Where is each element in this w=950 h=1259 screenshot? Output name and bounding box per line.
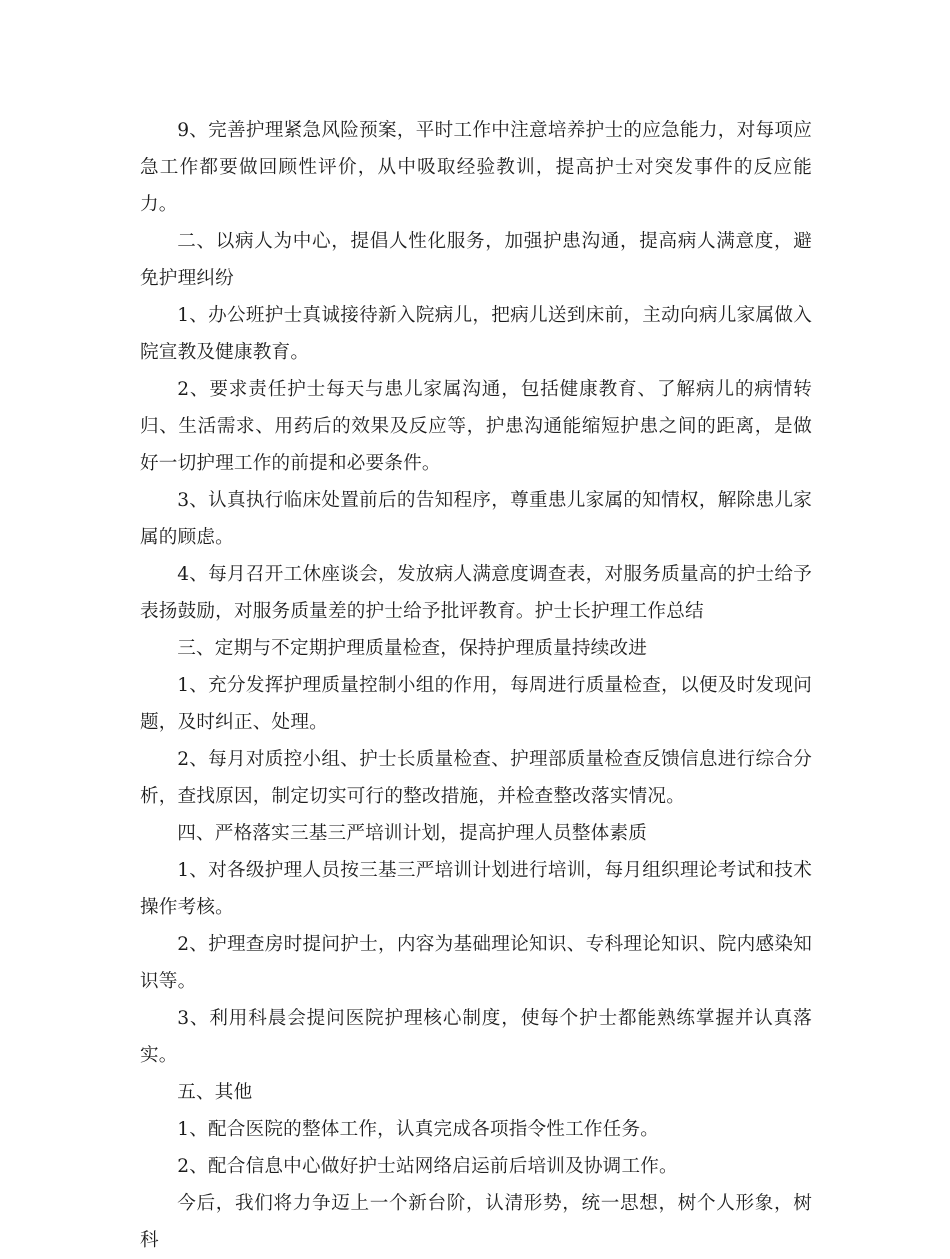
- paragraph: 2、护理查房时提问护士，内容为基础理论知识、专科理论知识、院内感染知识等。: [140, 934, 812, 992]
- paragraph: 3、利用科晨会提问医院护理核心制度，使每个护士都能熟练掌握并认真落实。: [140, 1008, 812, 1066]
- paragraph: 9、完善护理紧急风险预案，平时工作中注意培养护士的应急能力，对每项应急工作都要做回顾性评价，从中吸取经验教训，提高护士对突发事件的反应能力。: [140, 120, 812, 215]
- paragraph: 2、配合信息中心做好护士站网络启运前后培训及协调工作。: [177, 1156, 678, 1177]
- paragraph: 1、办公班护士真诚接待新入院病儿，把病儿送到床前，主动向病儿家属做入院宣教及健康教育。: [140, 305, 812, 363]
- paragraph: 1、对各级护理人员按三基三严培训计划进行培训，每月组织理论考试和技术操作考核。: [140, 860, 812, 918]
- paragraph: 2、要求责任护士每天与患儿家属沟通，包括健康教育、了解病儿的病情转归、生活需求、用药后的效果及反应等，护患沟通能缩短护患之间的距离，是做好一切护理工作的前提和必要条件。: [140, 379, 812, 474]
- section-heading: 四、严格落实三基三严培训计划，提高护理人员整体素质: [177, 823, 648, 844]
- section-heading: 五、其他: [177, 1082, 253, 1103]
- paragraph: 今后，我们将力争迈上一个新台阶，认清形势，统一思想，树个人形象，树科: [140, 1193, 812, 1251]
- paragraph: 1、配合医院的整体工作，认真完成各项指令性工作任务。: [177, 1119, 660, 1140]
- paragraph: 2、每月对质控小组、护士长质量检查、护理部质量检查反馈信息进行综合分析，查找原因，制定切实可行的整改措施，并检查整改落实情况。: [140, 749, 812, 807]
- section-heading: 三、定期与不定期护理质量检查，保持护理质量持续改进: [177, 638, 648, 659]
- paragraph: 3、认真执行临床处置前后的告知程序，尊重患儿家属的知情权，解除患儿家属的顾虑。: [140, 490, 812, 548]
- document-body: [140, 112, 812, 1259]
- section-heading: 二、以病人为中心，提倡人性化服务，加强护患沟通，提高病人满意度，避免护理纠纷: [140, 231, 812, 289]
- paragraph: 4、每月召开工休座谈会，发放病人满意度调查表，对服务质量高的护士给予表扬鼓励，对服务质量差的护士给予批评教育。护士长护理工作总结: [140, 564, 812, 622]
- paragraph: 1、充分发挥护理质量控制小组的作用，每周进行质量检查，以便及时发现问题，及时纠正、处理。: [140, 675, 812, 733]
